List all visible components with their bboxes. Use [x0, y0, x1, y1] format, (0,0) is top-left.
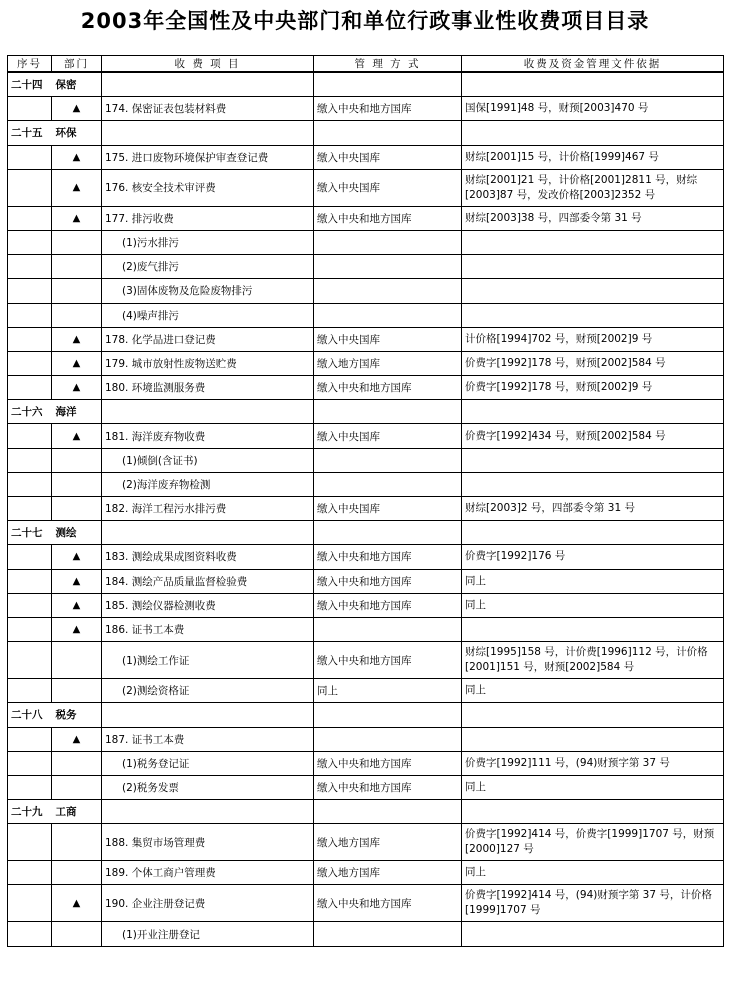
- seq-cell: [8, 922, 52, 946]
- management-method: [314, 255, 462, 279]
- triangle-mark: ▲: [52, 545, 102, 569]
- seq-cell: [8, 751, 52, 775]
- triangle-mark: [52, 775, 102, 799]
- document-basis: [462, 472, 724, 496]
- management-method: 缴入中央国库: [314, 497, 462, 521]
- seq-cell: [8, 617, 52, 641]
- header-item: 收 费 项 目: [102, 56, 314, 73]
- table-row: [8, 497, 724, 521]
- seq-cell: [8, 351, 52, 375]
- triangle-mark: [52, 303, 102, 327]
- item-name: 179. 城市放射性废物送贮费: [102, 351, 314, 375]
- table-row: [8, 351, 724, 375]
- triangle-mark: [52, 472, 102, 496]
- item-name: 186. 证书工本费: [102, 617, 314, 641]
- management-method: 缴入地方国库: [314, 351, 462, 375]
- mgmt-cell: [314, 400, 462, 424]
- header-seq: 序号: [8, 56, 52, 73]
- triangle-mark: ▲: [52, 424, 102, 448]
- item-name: 185. 测绘仪器检测收费: [102, 593, 314, 617]
- triangle-mark: ▲: [52, 97, 102, 121]
- triangle-mark: [52, 230, 102, 254]
- item-name: 174. 保密证表包装材料费: [102, 97, 314, 121]
- table-row: [8, 303, 724, 327]
- seq-cell: [8, 448, 52, 472]
- table-row: [8, 230, 724, 254]
- management-method: 缴入中央和地方国库: [314, 775, 462, 799]
- fee-catalog-table: [7, 55, 724, 947]
- document-basis: 国保[1991]48 号，财预[2003]470 号: [462, 97, 724, 121]
- table-row: [8, 255, 724, 279]
- seq-cell: [8, 145, 52, 169]
- seq-cell: [8, 376, 52, 400]
- table-row: [8, 97, 724, 121]
- category-dept: 税务: [52, 703, 102, 727]
- management-method: 缴入中央和地方国库: [314, 97, 462, 121]
- document-basis: 财综[2003]2 号，四部委令第 31 号: [462, 497, 724, 521]
- item-name: 187. 证书工本费: [102, 727, 314, 751]
- table-row: [8, 472, 724, 496]
- triangle-mark: [52, 279, 102, 303]
- category-seq: 二十七: [8, 521, 52, 545]
- document-basis: [462, 617, 724, 641]
- table-row: [8, 424, 724, 448]
- triangle-mark: [52, 824, 102, 861]
- management-method: [314, 448, 462, 472]
- document-basis: 同上: [462, 569, 724, 593]
- management-method: 缴入中央国库: [314, 145, 462, 169]
- table-row: [8, 206, 724, 230]
- header-dept: 部门: [52, 56, 102, 73]
- management-method: 缴入中央国库: [314, 327, 462, 351]
- management-method: [314, 303, 462, 327]
- seq-cell: [8, 545, 52, 569]
- category-seq: 二十四: [8, 72, 52, 97]
- seq-cell: [8, 642, 52, 679]
- category-dept: 测绘: [52, 521, 102, 545]
- document-basis: [462, 922, 724, 946]
- seq-cell: [8, 885, 52, 922]
- mgmt-cell: [314, 703, 462, 727]
- document-basis: 同上: [462, 861, 724, 885]
- category-seq: 二十八: [8, 703, 52, 727]
- management-method: [314, 617, 462, 641]
- basis-cell: [462, 121, 724, 145]
- triangle-mark: [52, 922, 102, 946]
- management-method: 缴入中央和地方国库: [314, 545, 462, 569]
- item-name: 190. 企业注册登记费: [102, 885, 314, 922]
- document-basis: 财综[2003]38 号，四部委令第 31 号: [462, 206, 724, 230]
- triangle-mark: [52, 448, 102, 472]
- seq-cell: [8, 230, 52, 254]
- triangle-mark: ▲: [52, 617, 102, 641]
- triangle-mark: ▲: [52, 727, 102, 751]
- item-name: 183. 测绘成果成图资料收费: [102, 545, 314, 569]
- item-name: (2)测绘资格证: [102, 679, 314, 703]
- management-method: [314, 230, 462, 254]
- table-row: [8, 169, 724, 206]
- item-name: 175. 进口废物环境保护审查登记费: [102, 145, 314, 169]
- triangle-mark: ▲: [52, 593, 102, 617]
- document-basis: [462, 255, 724, 279]
- table-row: [8, 593, 724, 617]
- document-basis: [462, 303, 724, 327]
- mgmt-cell: [314, 521, 462, 545]
- document-basis: 价费字[1992]414 号，(94)财预字第 37 号，计价格[1999]1707 号: [462, 885, 724, 922]
- table-row: [8, 448, 724, 472]
- basis-cell: [462, 400, 724, 424]
- category-seq: 二十九: [8, 800, 52, 824]
- management-method: 缴入中央和地方国库: [314, 642, 462, 679]
- document-basis: 同上: [462, 679, 724, 703]
- document-basis: 财综[2001]15 号，计价格[1999]467 号: [462, 145, 724, 169]
- management-method: 缴入地方国库: [314, 824, 462, 861]
- item-cell: [102, 521, 314, 545]
- seq-cell: [8, 593, 52, 617]
- table-row: [8, 775, 724, 799]
- management-method: 缴入中央和地方国库: [314, 885, 462, 922]
- category-row: [8, 703, 724, 727]
- item-name: (3)固体废物及危险废物排污: [102, 279, 314, 303]
- mgmt-cell: [314, 121, 462, 145]
- table-row: [8, 679, 724, 703]
- seq-cell: [8, 497, 52, 521]
- seq-cell: [8, 472, 52, 496]
- document-basis: [462, 727, 724, 751]
- document-basis: [462, 279, 724, 303]
- item-name: (1)开业注册登记: [102, 922, 314, 946]
- triangle-mark: [52, 255, 102, 279]
- category-dept: 海洋: [52, 400, 102, 424]
- triangle-mark: [52, 861, 102, 885]
- item-name: 180. 环境监测服务费: [102, 376, 314, 400]
- item-cell: [102, 800, 314, 824]
- basis-cell: [462, 800, 724, 824]
- category-row: [8, 121, 724, 145]
- item-name: (4)噪声排污: [102, 303, 314, 327]
- table-row: [8, 727, 724, 751]
- table-row: [8, 885, 724, 922]
- seq-cell: [8, 569, 52, 593]
- document-basis: 价费字[1992]434 号，财预[2002]584 号: [462, 424, 724, 448]
- document-basis: 财综[2001]21 号，计价格[2001]2811 号，财综[2003]87 号，发改价格[2003]2352 号: [462, 169, 724, 206]
- table-row: [8, 861, 724, 885]
- document-basis: 价费字[1992]176 号: [462, 545, 724, 569]
- category-row: [8, 521, 724, 545]
- triangle-mark: ▲: [52, 145, 102, 169]
- item-cell: [102, 121, 314, 145]
- document-basis: 同上: [462, 775, 724, 799]
- management-method: 缴入地方国库: [314, 861, 462, 885]
- management-method: 缴入中央国库: [314, 169, 462, 206]
- triangle-mark: ▲: [52, 885, 102, 922]
- item-name: (1)倾倒(含证书): [102, 448, 314, 472]
- table-row: [8, 751, 724, 775]
- seq-cell: [8, 424, 52, 448]
- item-name: (2)海洋废弃物检测: [102, 472, 314, 496]
- item-cell: [102, 72, 314, 97]
- management-method: 同上: [314, 679, 462, 703]
- basis-cell: [462, 703, 724, 727]
- table-row: [8, 617, 724, 641]
- item-cell: [102, 703, 314, 727]
- seq-cell: [8, 679, 52, 703]
- table-header-row: [8, 56, 724, 73]
- management-method: [314, 922, 462, 946]
- seq-cell: [8, 327, 52, 351]
- mgmt-cell: [314, 72, 462, 97]
- management-method: 缴入中央和地方国库: [314, 206, 462, 230]
- triangle-mark: [52, 751, 102, 775]
- item-name: 181. 海洋废弃物收费: [102, 424, 314, 448]
- triangle-mark: [52, 679, 102, 703]
- seq-cell: [8, 727, 52, 751]
- document-basis: [462, 230, 724, 254]
- seq-cell: [8, 97, 52, 121]
- triangle-mark: ▲: [52, 569, 102, 593]
- management-method: [314, 727, 462, 751]
- item-name: (1)污水排污: [102, 230, 314, 254]
- table-body: [8, 72, 724, 946]
- header-basis: 收费及资金管理文件依据: [462, 56, 724, 73]
- management-method: 缴入中央国库: [314, 424, 462, 448]
- document-basis: [462, 448, 724, 472]
- item-name: 176. 核安全技术审评费: [102, 169, 314, 206]
- category-row: [8, 72, 724, 97]
- seq-cell: [8, 824, 52, 861]
- seq-cell: [8, 206, 52, 230]
- table-row: [8, 922, 724, 946]
- item-name: (1)税务登记证: [102, 751, 314, 775]
- triangle-mark: [52, 642, 102, 679]
- table-row: [8, 642, 724, 679]
- category-row: [8, 800, 724, 824]
- document-basis: 财综[1995]158 号，计价费[1996]112 号，计价格[2001]151 号，财预[2002]584 号: [462, 642, 724, 679]
- document-basis: 计价格[1994]702 号，财预[2002]9 号: [462, 327, 724, 351]
- seq-cell: [8, 279, 52, 303]
- item-name: (2)税务发票: [102, 775, 314, 799]
- basis-cell: [462, 72, 724, 97]
- item-name: 182. 海洋工程污水排污费: [102, 497, 314, 521]
- item-name: (1)测绘工作证: [102, 642, 314, 679]
- table-row: [8, 327, 724, 351]
- table-row: [8, 545, 724, 569]
- item-name: 188. 集贸市场管理费: [102, 824, 314, 861]
- document-basis: 价费字[1992]414 号，价费字[1999]1707 号，财预[2000]127 号: [462, 824, 724, 861]
- mgmt-cell: [314, 800, 462, 824]
- basis-cell: [462, 521, 724, 545]
- item-name: 184. 测绘产品质量监督检验费: [102, 569, 314, 593]
- document-basis: 价费字[1992]178 号，财预[2002]9 号: [462, 376, 724, 400]
- item-name: (2)废气排污: [102, 255, 314, 279]
- table-row: [8, 279, 724, 303]
- management-method: [314, 472, 462, 496]
- management-method: 缴入中央和地方国库: [314, 751, 462, 775]
- triangle-mark: ▲: [52, 206, 102, 230]
- category-dept: 工商: [52, 800, 102, 824]
- category-dept: 环保: [52, 121, 102, 145]
- document-basis: 价费字[1992]111 号，(94)财预字第 37 号: [462, 751, 724, 775]
- management-method: 缴入中央和地方国库: [314, 593, 462, 617]
- document-basis: 价费字[1992]178 号，财预[2002]584 号: [462, 351, 724, 375]
- triangle-mark: ▲: [52, 351, 102, 375]
- item-name: 189. 个体工商户管理费: [102, 861, 314, 885]
- category-dept: 保密: [52, 72, 102, 97]
- document-basis: 同上: [462, 593, 724, 617]
- item-name: 177. 排污收费: [102, 206, 314, 230]
- seq-cell: [8, 255, 52, 279]
- category-row: [8, 400, 724, 424]
- seq-cell: [8, 303, 52, 327]
- category-seq: 二十六: [8, 400, 52, 424]
- header-mgmt: 管 理 方 式: [314, 56, 462, 73]
- table-row: [8, 824, 724, 861]
- triangle-mark: ▲: [52, 376, 102, 400]
- seq-cell: [8, 861, 52, 885]
- triangle-mark: [52, 497, 102, 521]
- seq-cell: [8, 169, 52, 206]
- triangle-mark: ▲: [52, 327, 102, 351]
- management-method: [314, 279, 462, 303]
- item-name: 178. 化学品进口登记费: [102, 327, 314, 351]
- seq-cell: [8, 775, 52, 799]
- page-title: 2003年全国性及中央部门和单位行政事业性收费项目目录: [80, 9, 650, 33]
- category-seq: 二十五: [8, 121, 52, 145]
- table-row: [8, 145, 724, 169]
- table-row: [8, 376, 724, 400]
- triangle-mark: ▲: [52, 169, 102, 206]
- item-cell: [102, 400, 314, 424]
- management-method: 缴入中央和地方国库: [314, 376, 462, 400]
- management-method: 缴入中央和地方国库: [314, 569, 462, 593]
- table-row: [8, 569, 724, 593]
